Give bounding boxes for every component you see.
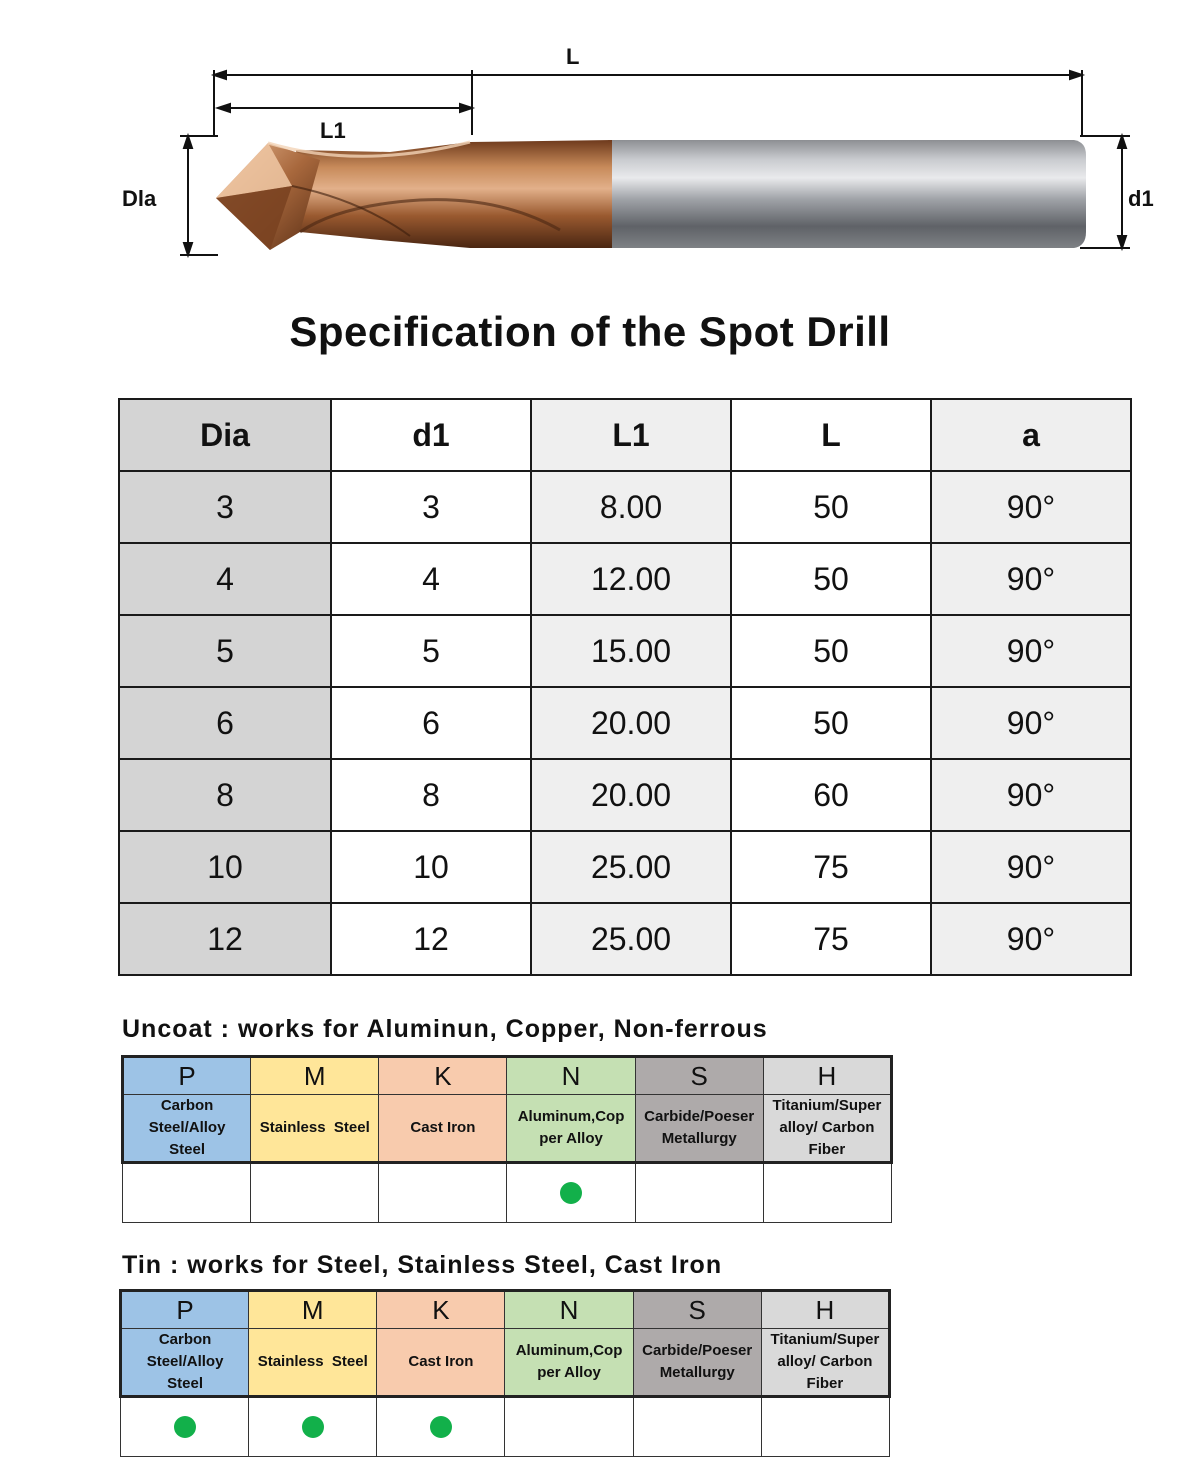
spec-cell-l: 75 xyxy=(731,831,931,903)
spec-row xyxy=(119,759,1131,831)
spec-cell-l1: 8.00 xyxy=(531,471,731,543)
spec-cell-l1: 25.00 xyxy=(531,831,731,903)
spec-cell-a: 90° xyxy=(931,903,1131,975)
spec-cell-l: 50 xyxy=(731,687,931,759)
spec-table-body xyxy=(119,471,1131,975)
spec-cell-a: 90° xyxy=(931,831,1131,903)
suitability-cell-s xyxy=(635,1163,763,1223)
suitable-dot-icon xyxy=(174,1416,196,1438)
material-name-line: Aluminum,Cop xyxy=(517,1108,625,1125)
spec-header-row xyxy=(119,399,1131,471)
material-name-line: per Alloy xyxy=(539,1130,603,1147)
material-name-s xyxy=(635,1095,763,1163)
material-letter-row xyxy=(123,1057,892,1095)
spec-cell-l: 60 xyxy=(731,759,931,831)
material-name-h xyxy=(761,1329,889,1397)
header-l: L xyxy=(731,399,931,471)
material-name-h xyxy=(763,1095,891,1163)
material-letter-s: S xyxy=(633,1291,761,1329)
material-name-n xyxy=(507,1095,635,1163)
material-name-line: Carbide/Poeser xyxy=(644,1108,755,1125)
dim-label-d1: d1 xyxy=(1128,186,1154,211)
suitable-dot-icon xyxy=(302,1416,324,1438)
spec-cell-dia: 8 xyxy=(119,759,331,831)
material-suitability-row xyxy=(123,1163,892,1223)
material-name-line: Aluminum,Cop xyxy=(515,1342,623,1359)
material-name-line: Carbon xyxy=(160,1097,214,1114)
material-name-line: Carbon xyxy=(158,1331,212,1348)
spec-row xyxy=(119,687,1131,759)
material-suitability-row xyxy=(121,1397,890,1457)
material-name-s xyxy=(633,1329,761,1397)
spec-cell-l: 50 xyxy=(731,543,931,615)
spec-cell-d1: 4 xyxy=(331,543,531,615)
material-letter-p: P xyxy=(121,1291,249,1329)
material-name-m xyxy=(249,1329,377,1397)
spec-cell-dia: 10 xyxy=(119,831,331,903)
spec-cell-dia: 3 xyxy=(119,471,331,543)
spec-cell-l1: 25.00 xyxy=(531,903,731,975)
spec-cell-a: 90° xyxy=(931,543,1131,615)
spot-drill-image xyxy=(0,0,1180,290)
spec-cell-l1: 15.00 xyxy=(531,615,731,687)
header-l1: L1 xyxy=(531,399,731,471)
spec-cell-d1: 8 xyxy=(331,759,531,831)
tin-heading: Tin : works for Steel, Stainless Steel, Cast Iron xyxy=(122,1251,723,1279)
material-letter-m: M xyxy=(249,1291,377,1329)
material-name-line: per Alloy xyxy=(537,1364,601,1381)
suitability-cell-n xyxy=(507,1163,635,1223)
material-name-line: Titanium/Super xyxy=(770,1331,880,1348)
material-name-line: Stainless Steel xyxy=(259,1119,370,1136)
header-d1: d1 xyxy=(331,399,531,471)
suitable-dot-icon xyxy=(430,1416,452,1438)
suitability-cell-p xyxy=(121,1397,249,1457)
suitability-cell-h xyxy=(761,1397,889,1457)
material-name-p xyxy=(121,1329,249,1397)
material-name-row xyxy=(123,1095,892,1163)
material-letter-p: P xyxy=(123,1057,251,1095)
spec-table xyxy=(118,398,1132,976)
material-name-line: Carbide/Poeser xyxy=(642,1342,753,1359)
material-letter-n: N xyxy=(505,1291,633,1329)
spec-cell-d1: 12 xyxy=(331,903,531,975)
suitability-cell-p xyxy=(123,1163,251,1223)
spec-cell-l: 50 xyxy=(731,471,931,543)
material-name-row xyxy=(121,1329,890,1397)
spot-drill-drawing xyxy=(0,0,1180,290)
material-name-n xyxy=(505,1329,633,1397)
tin-material-table xyxy=(119,1289,891,1457)
material-name-line: alloy/ Carbon xyxy=(777,1353,873,1370)
suitability-cell-n xyxy=(505,1397,633,1457)
suitability-cell-m xyxy=(249,1397,377,1457)
material-name-line: Stainless Steel xyxy=(257,1353,368,1370)
spec-cell-d1: 6 xyxy=(331,687,531,759)
suitability-cell-m xyxy=(251,1163,379,1223)
material-letter-n: N xyxy=(507,1057,635,1095)
material-name-line: Cast Iron xyxy=(410,1119,476,1136)
uncoat-material-table xyxy=(121,1055,893,1223)
material-letter-s: S xyxy=(635,1057,763,1095)
suitability-cell-k xyxy=(377,1397,505,1457)
material-letter-m: M xyxy=(251,1057,379,1095)
spec-cell-l: 50 xyxy=(731,615,931,687)
spec-row xyxy=(119,831,1131,903)
material-name-m xyxy=(251,1095,379,1163)
spec-row xyxy=(119,543,1131,615)
material-name-line: Fiber xyxy=(806,1375,844,1392)
spec-cell-a: 90° xyxy=(931,759,1131,831)
page-title: Specification of the Spot Drill xyxy=(289,308,891,355)
uncoat-heading: Uncoat : works for Aluminun, Copper, Non-ferrous xyxy=(122,1015,768,1043)
spec-cell-a: 90° xyxy=(931,615,1131,687)
material-name-line: Steel xyxy=(167,1375,203,1392)
spec-cell-d1: 3 xyxy=(331,471,531,543)
material-letter-row xyxy=(121,1291,890,1329)
material-letter-h: H xyxy=(761,1291,889,1329)
spec-cell-a: 90° xyxy=(931,471,1131,543)
spec-row xyxy=(119,471,1131,543)
dim-label-l1: L1 xyxy=(320,118,346,143)
material-letter-k: K xyxy=(379,1057,507,1095)
material-name-p xyxy=(123,1095,251,1163)
spec-cell-l1: 20.00 xyxy=(531,687,731,759)
spec-row xyxy=(119,903,1131,975)
header-a: a xyxy=(931,399,1131,471)
material-letter-h: H xyxy=(763,1057,891,1095)
spec-cell-a: 90° xyxy=(931,687,1131,759)
suitability-cell-s xyxy=(633,1397,761,1457)
spec-cell-dia: 6 xyxy=(119,687,331,759)
material-name-line: Titanium/Super xyxy=(772,1097,882,1114)
material-name-k xyxy=(379,1095,507,1163)
dim-label-l: L xyxy=(566,44,580,69)
material-name-line: Metallurgy xyxy=(661,1130,737,1147)
drill-shank xyxy=(608,140,1086,248)
material-name-line: Cast Iron xyxy=(408,1353,474,1370)
material-name-k xyxy=(377,1329,505,1397)
spec-cell-l1: 20.00 xyxy=(531,759,731,831)
dim-label-dia: Dla xyxy=(122,186,157,211)
material-letter-k: K xyxy=(377,1291,505,1329)
spec-cell-d1: 5 xyxy=(331,615,531,687)
header-dia: Dia xyxy=(119,399,331,471)
suitable-dot-icon xyxy=(560,1182,582,1204)
material-name-line: Metallurgy xyxy=(659,1364,735,1381)
material-name-line: Steel/Alloy xyxy=(146,1353,224,1370)
spec-cell-l: 75 xyxy=(731,903,931,975)
spec-cell-dia: 5 xyxy=(119,615,331,687)
material-name-line: Steel/Alloy xyxy=(148,1119,226,1136)
suitability-cell-k xyxy=(379,1163,507,1223)
suitability-cell-h xyxy=(763,1163,891,1223)
spec-row xyxy=(119,615,1131,687)
spec-cell-dia: 12 xyxy=(119,903,331,975)
spec-cell-l1: 12.00 xyxy=(531,543,731,615)
spec-cell-d1: 10 xyxy=(331,831,531,903)
material-name-line: Steel xyxy=(169,1141,205,1158)
material-name-line: alloy/ Carbon xyxy=(779,1119,875,1136)
spec-cell-dia: 4 xyxy=(119,543,331,615)
material-name-line: Fiber xyxy=(808,1141,846,1158)
